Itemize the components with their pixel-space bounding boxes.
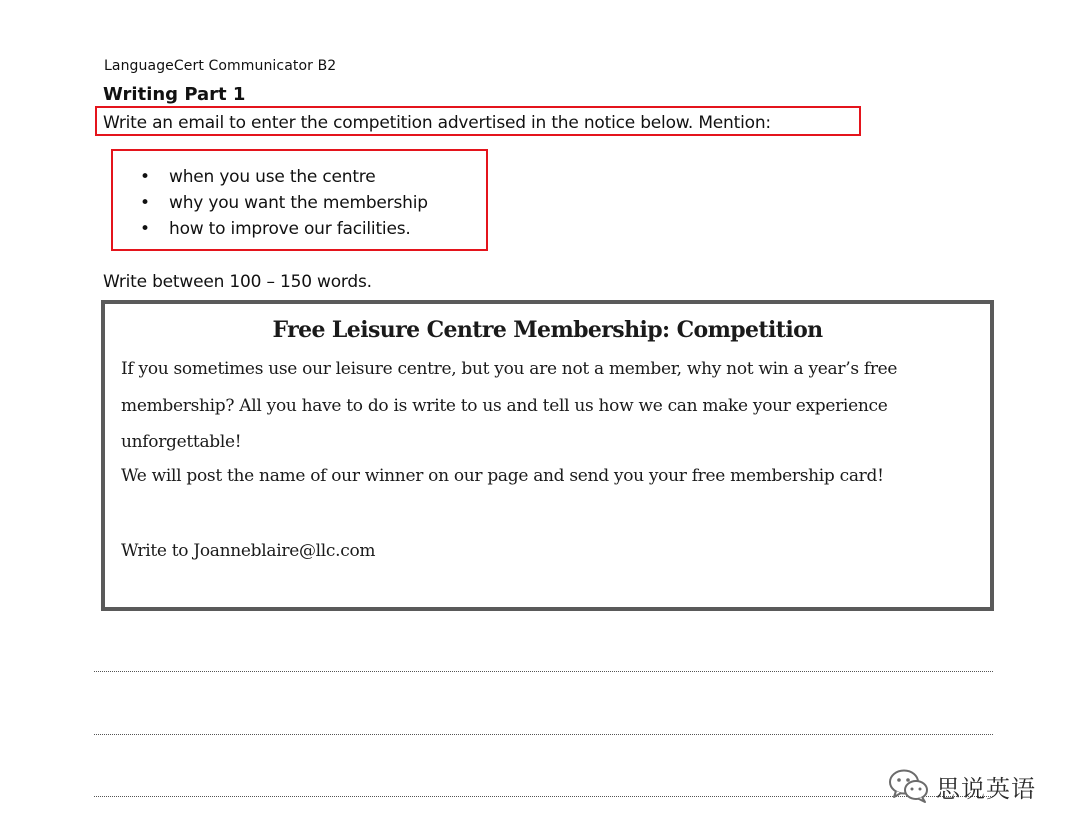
bullet-dot: • — [140, 219, 150, 239]
answer-line — [94, 796, 993, 797]
exam-name: LanguageCert Communicator B2 — [104, 58, 337, 74]
bullet-text: when you use the centre — [169, 167, 376, 187]
notice-line: unforgettable! — [121, 432, 242, 452]
wechat-icon — [888, 768, 930, 804]
instruction-text: Write an email to enter the competition advertised in the notice below. Mention: — [103, 113, 771, 133]
list-item — [140, 164, 428, 190]
bullet-dot: • — [140, 193, 150, 213]
part-title: Writing Part 1 — [103, 84, 246, 105]
bullet-list — [140, 164, 428, 242]
answer-line — [94, 671, 993, 672]
notice-line: membership? All you have to do is write to us and tell us how we can make your experience — [121, 396, 888, 416]
competition-notice — [101, 300, 994, 611]
notice-email-line: Write to Joanneblaire@llc.com — [121, 541, 376, 561]
notice-title: Free Leisure Centre Membership: Competition — [272, 317, 823, 343]
bullet-text: why you want the membership — [169, 193, 428, 213]
bullet-text: how to improve our facilities. — [169, 219, 411, 239]
bullet-dot: • — [140, 167, 150, 187]
notice-line: If you sometimes use our leisure centre, but you are not a member, why not win a year’s free — [121, 359, 898, 379]
list-item — [140, 190, 428, 216]
list-item — [140, 216, 428, 242]
answer-line — [94, 734, 993, 735]
notice-line: We will post the name of our winner on our page and send you your free membership card! — [121, 466, 884, 486]
word-limit: Write between 100 – 150 words. — [103, 272, 372, 292]
watermark-text: 思说英语 — [936, 774, 1036, 803]
watermark — [888, 766, 1036, 806]
